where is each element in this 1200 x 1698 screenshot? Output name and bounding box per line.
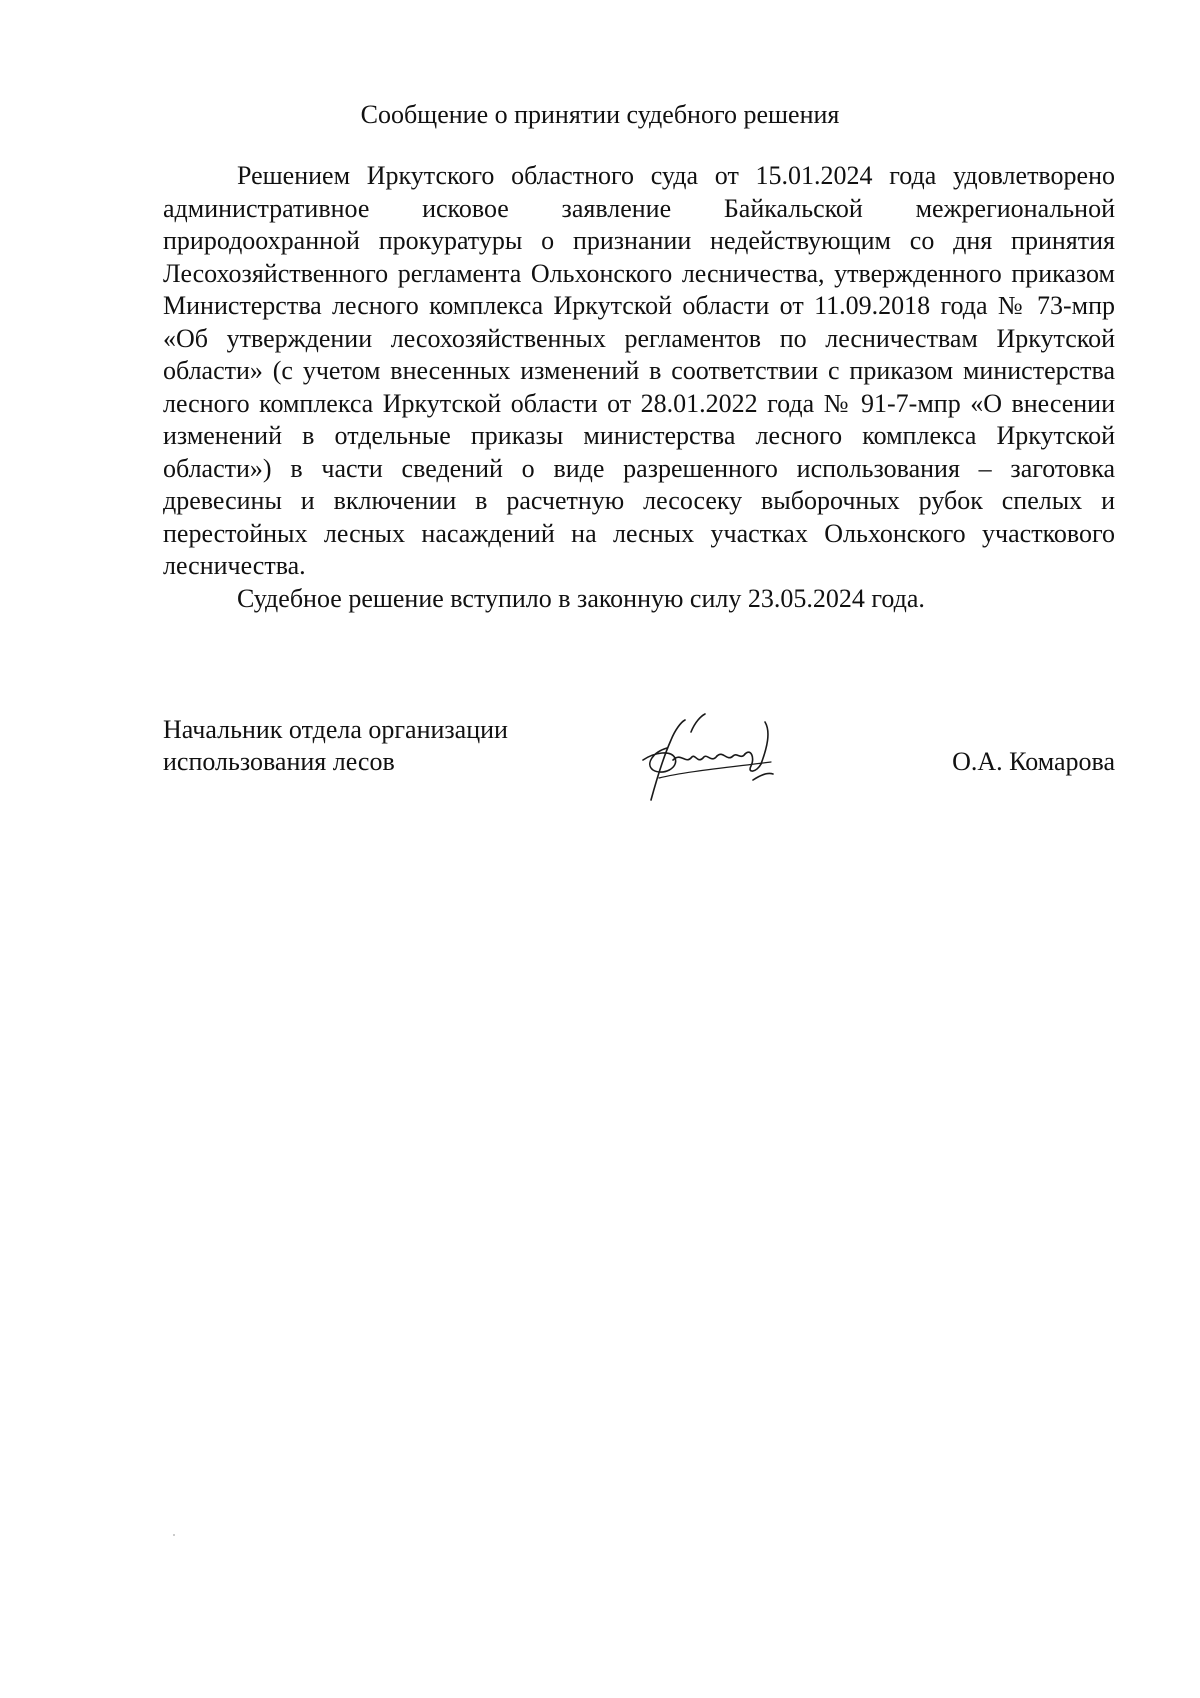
signer-position (163, 714, 583, 778)
document-body (163, 160, 1115, 615)
closing-paragraph: Судебное решение вступило в законную силу 23.05.2024 года. (237, 583, 925, 613)
document-title: Сообщение о принятии судебного решения (360, 100, 840, 129)
handwritten-signature (633, 708, 783, 803)
signer-name: О.А. Комарова (952, 747, 1115, 776)
signer-position-line-1: Начальник отдела организации (163, 715, 508, 744)
scan-artifact (173, 1534, 175, 1536)
main-paragraph: Решением Иркутского областного суда от 15.01.2024 года удовлетворено административное исковое заявление Байкальской межрегиональной природоохранной прокуратуры о признании недействующим со дня принятия Лесохозяйственного регламента Ольхонского лесничества, утвержденного приказом Министерства лесного комплекса Иркутской области от 11.09.2018 года № 73-мпр «Об утверждении лесохозяйственных регламентов по лесничествам Иркутской области» (с учетом внесенных изменений в соответствии с приказом министерства лесного комплекса Иркутской области от 28.01.2022 года № 91-7-мпр «О внесении изменений в отдельные приказы министерства лесного комплекса Иркутской области») в части сведений о виде разрешенного использования – заготовка древесины и включении в расчетную лесосеку выборочных рубок спелых и перестойных лесных насаждений на лесных участках Ольхонского участкового лесничества. (163, 161, 1115, 580)
signature-block (163, 714, 1115, 804)
signer-position-line-2: использования лесов (163, 747, 395, 776)
